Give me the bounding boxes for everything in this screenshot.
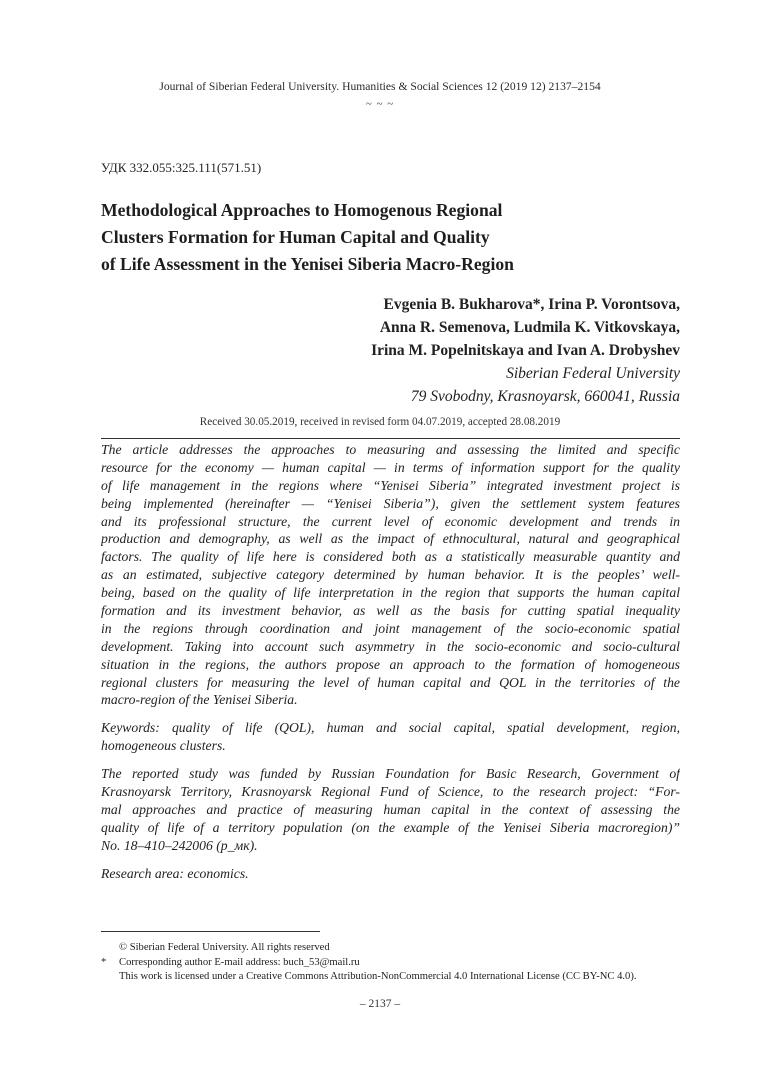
asterisk-mark: * [101,956,107,968]
header-separator: ~ ~ ~ [365,98,395,110]
copyright-text: © Siberian Federal University. All rights reserved [119,942,330,953]
journal-header: Journal of Siberian Federal University. Humanities & Social Sciences 12 (2019 12) 2137–2154 [159,80,601,93]
abstract-line: in the regions through coordination and joint management of the socio-economic spatial [101,620,680,636]
abstract-line: of life management in the regions where “Yenisei Siberia” integrated investment project is [101,477,680,493]
license-note [101,970,701,985]
udc-code: УДК 332.055:325.111(571.51) [101,160,262,175]
abstract-line: being implemented (hereinafter — “Yenisei Siberia”), given the settlement system features [101,495,680,511]
abstract-line: factors. The quality of life here is considered both as a statistically measurable quantity and [101,549,680,565]
keywords-paragraph [101,719,680,755]
abstract-line: The article addresses the approaches to measuring and assessing the limited and specific [101,442,680,457]
abstract-line: situation in the regions, the authors propose an approach to the formation of homogeneous [101,656,680,672]
affiliation-line: Siberian Federal University [506,365,680,382]
footnote-divider [101,931,320,932]
received-dates: Received 30.05.2019, received in revised form 04.07.2019, accepted 28.08.2019 [199,416,561,428]
authors-line: Evgenia B. Bukharova*, Irina P. Vorontsova, [383,296,680,313]
research-area-paragraph [101,865,680,883]
funding-line: quality of life of a territory population (on the example of the Yenisei Siberia macroregion)” [101,819,680,835]
abstract-line: production and demography, as well as the impact of ethnocultural, natural and geographical [101,531,680,547]
abstract-line: being, based on the quality of life interpretation in the region that supports the human capital [101,585,680,601]
authors-block [371,293,680,408]
keywords-line: homogeneous clusters. [101,738,226,754]
authors-line: Anna R. Semenova, Ludmila K. Vitkovskaya, [379,319,680,336]
abstract-divider [101,438,680,439]
keywords-line: Keywords: quality of life (QOL), human and social capital, spatial development, region, [101,720,680,736]
abstract-line: macro-region of the Yenisei Siberia. [101,692,298,708]
corresponding-note [101,956,701,971]
funding-line: No. 18–410–242006 (р_мк). [101,837,258,853]
funding-paragraph [101,765,680,854]
abstract-paragraph [101,441,680,709]
corresponding-text: Corresponding author E-mail address: buch_53@mail.ru [119,956,360,968]
abstract-line: development. Taking into account such asymmetry in the socio-economic and socio-cultural [101,638,680,654]
title-line: of Life Assessment in the Yenisei Siberia Macro-Region [101,254,514,274]
title-line: Clusters Formation for Human Capital and Quality [101,227,490,247]
page-number: – 2137 – [359,998,401,1010]
abstract-line: resource for the economy — human capital — in terms of information support for the quality [101,459,680,475]
funding-line: mal approaches and practice of measuring human capital in the context of assessing the [101,801,680,817]
funding-line: Krasnoyarsk Territory, Krasnoyarsk Regional Fund of Science, to the research project: “For- [101,784,680,800]
authors-line: Irina M. Popelnitskaya and Ivan A. Drobyshev [371,342,680,359]
copyright-note [101,941,701,956]
license-text: This work is licensed under a Creative Commons Attribution-NonCommercial 4.0 International License (CC BY-NC 4.0). [119,971,637,983]
abstract-line: formation and its investment behavior, as well as the basis for cutting spatial inequality [101,603,680,619]
abstract-line: regional clusters for measuring the level of human capital and QOL in the territories of the [101,674,680,690]
title-line: Methodological Approaches to Homogenous Regional [101,200,503,220]
research-area: Research area: economics. [101,865,249,881]
footnotes [101,941,701,985]
abstract-section [101,441,680,892]
funding-line: The reported study was funded by Russian Foundation for Basic Research, Government of [101,766,680,782]
abstract-line: and its professional structure, the current level of economic development and trends in [101,513,680,529]
affiliation-line: 79 Svobodny, Krasnoyarsk, 660041, Russia [410,388,680,405]
paper-title [101,197,661,278]
abstract-line: as an estimated, subjective category determined by human behavior. It is the peoples’ well- [101,567,680,583]
